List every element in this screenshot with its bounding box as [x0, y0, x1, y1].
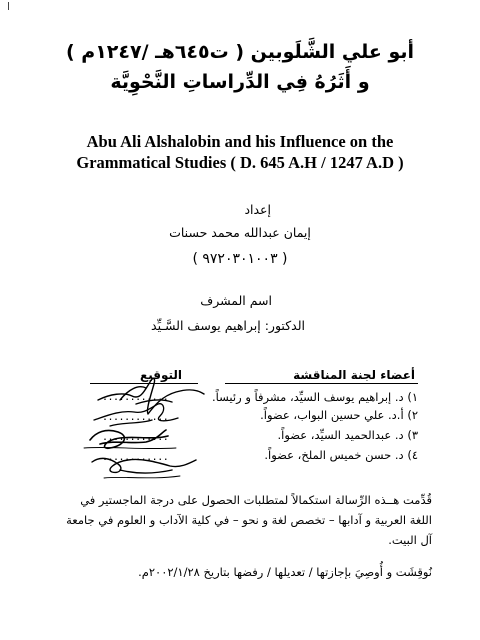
english-title-line-1: Abu Ali Alshalobin and his Influence on the	[86, 132, 394, 151]
signature-3	[90, 430, 168, 448]
signature-line: ............	[102, 432, 169, 443]
committee-header: أعضاء لجنة المناقشة	[293, 368, 415, 382]
handwritten-signatures	[80, 370, 210, 482]
statement-line-1: قُدِّمت هــذه الرِّسالة استكمالاً لمتطلبات الحصول على درجة الماجستير في	[80, 493, 432, 507]
english-title-line-2: Grammatical Studies ( D. 645 A.H / 1247 A.D )	[76, 153, 404, 172]
arabic-title-line-1: أبو علي الشَّلَوبين ( ت٦٤٥هـ /١٢٤٧م )	[65, 41, 415, 63]
author-name: إيمان عبدالله محمد حسنات	[169, 225, 311, 240]
student-id: ( ٩٧٢٠٣٠١٠٠٣ )	[192, 251, 288, 267]
supervisor-name: الدكتور: إبراهيم يوسف السَّـيِّد	[151, 318, 305, 333]
committee-header-underline	[225, 383, 418, 384]
arabic-title-line-2: و أَثَرُهُ فِي الدِّراساتِ النَّحْوِيَّة	[110, 71, 370, 93]
signature-2	[94, 404, 178, 426]
signature-line: ............	[102, 412, 169, 423]
committee-member: ١) د. إبراهيم يوسف السيِّد، مشرفاً و رئيساً.	[212, 390, 418, 404]
page-edge-mark	[8, 2, 9, 10]
signature-line: ............	[102, 392, 169, 403]
committee-member: ٤) د. حسن خميس الملخ، عضواً.	[264, 448, 418, 462]
statement-line-3: آل البيت.	[388, 533, 432, 547]
decision-statement: نُوقِشَت و أُوصِيَ بإجازتها / تعديلها / رفضها بتاريخ ٢٠٠٢/١/٢٨م.	[138, 565, 432, 579]
signature-header: التوقيع	[140, 368, 182, 382]
signature-line: ............	[102, 452, 169, 463]
supervisor-label: اسم المشرف	[200, 293, 272, 308]
committee-member: ٣) د. عبدالحميد السيِّد، عضواً.	[277, 428, 418, 442]
committee-member: ٢) أ.د. علي حسين البواب، عضواً.	[260, 408, 418, 422]
statement-line-2: اللغة العربية و آدابها – تخصص لغة و نحو – في كلية الآداب و العلوم في جامعة	[66, 513, 432, 527]
prepared-by-label: إعداد	[244, 202, 271, 217]
signature-4	[92, 458, 196, 473]
